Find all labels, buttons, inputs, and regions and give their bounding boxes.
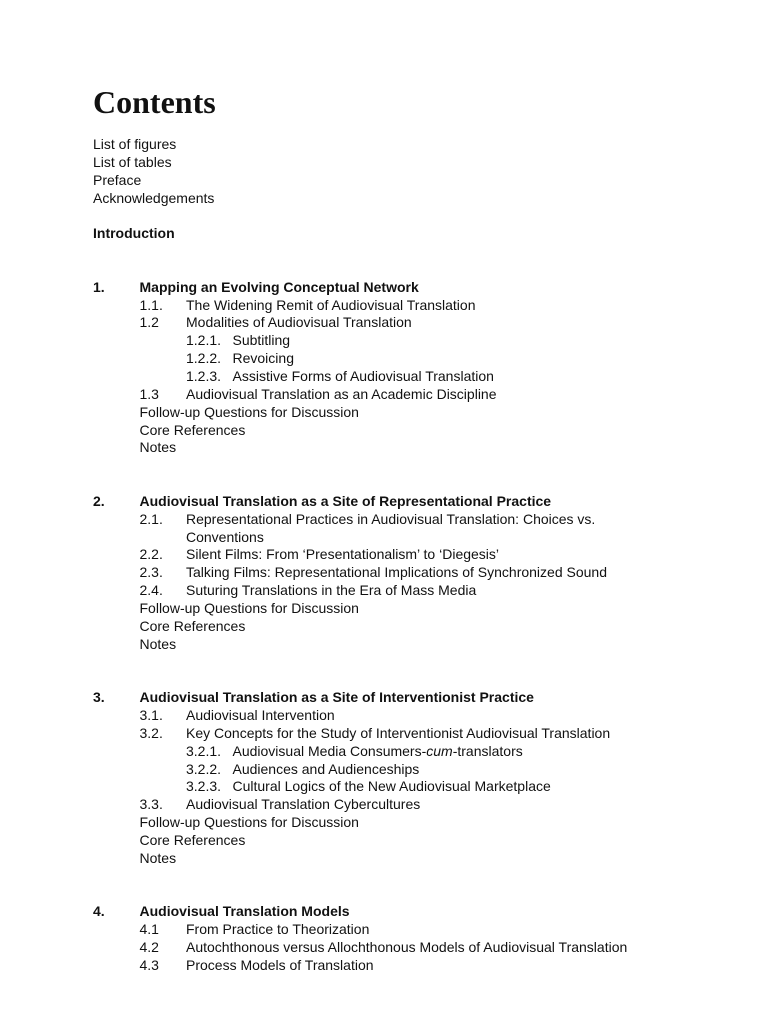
section-title-continued: Conventions	[186, 528, 264, 545]
section-number: 4.1	[139, 921, 159, 938]
section-entry	[93, 564, 693, 582]
subsection-entry	[93, 743, 693, 761]
section-entry	[93, 314, 693, 332]
chapter-number: 4.	[93, 903, 105, 920]
section-title: Process Models of Translation	[186, 956, 374, 973]
subsection-number: 3.2.2.	[186, 760, 222, 777]
subsection-number: 3.2.1.	[186, 742, 222, 759]
chapter-number: 2.	[93, 492, 105, 509]
section-number: 3.1.	[139, 707, 163, 723]
section-number: 1.1.	[139, 296, 163, 313]
title-part: Audiovisual Media Consumers-	[232, 742, 427, 759]
subsection-number: 1.2.2.	[186, 350, 222, 367]
end-matter-item: Core References	[139, 831, 246, 848]
chapter-title: Audiovisual Translation as a Site of Representational Practice	[139, 492, 552, 509]
subsection-title: Subtitling	[232, 332, 291, 349]
section-number: 2.3.	[139, 564, 163, 581]
section-title: From Practice to Theorization	[186, 921, 370, 938]
subsection-entry	[93, 778, 693, 796]
end-matter-item: Core References	[139, 617, 246, 634]
chapter-heading	[93, 903, 693, 921]
section-entry	[93, 796, 693, 814]
end-matter-item: Core References	[139, 421, 246, 438]
chapter-number: 3.	[93, 689, 105, 706]
section-title: Silent Films: From ‘Presentationalism’ to ‘Diegesis’	[186, 546, 500, 563]
subsection-number: 1.2.1.	[186, 332, 222, 349]
section-entry	[93, 707, 693, 725]
front-matter-item: Acknowledgements	[93, 189, 215, 206]
subsection-title: Audiences and Audienceships	[232, 760, 420, 777]
section-entry	[93, 725, 693, 743]
section-number: 2.2.	[139, 546, 163, 563]
front-matter	[93, 136, 693, 207]
chapter-block	[93, 689, 693, 867]
emphasized-term: cum	[426, 742, 453, 759]
end-matter-item: Notes	[139, 635, 177, 652]
section-title: Modalities of Audiovisual Translation	[186, 314, 412, 331]
section-title: Representational Practices in Audiovisual Translation: Choices vs.	[186, 510, 596, 527]
section-entry	[93, 957, 693, 975]
subsection-title: Assistive Forms of Audiovisual Translation	[232, 367, 494, 384]
end-matter-item: Notes	[139, 849, 177, 866]
table-of-contents	[93, 136, 693, 975]
front-matter-item: List of figures	[93, 136, 177, 152]
end-matter-item: Notes	[139, 439, 177, 456]
section-entry	[93, 582, 693, 600]
section-entry	[93, 511, 693, 529]
subsection-entry	[93, 332, 693, 350]
section-title: Audiovisual Intervention	[186, 707, 335, 723]
chapter-block	[93, 903, 693, 974]
end-matter-item: Follow-up Questions for Discussion	[139, 403, 359, 420]
section-number: 3.3.	[139, 796, 163, 813]
chapter-title: Audiovisual Translation Models	[139, 903, 350, 920]
subsection-entry	[93, 350, 693, 368]
section-number: 1.2	[139, 314, 159, 331]
front-matter-item: Preface	[93, 171, 142, 188]
title-part: -translators	[452, 742, 523, 759]
subsection-title	[233, 743, 523, 759]
subsection-title: Cultural Logics of the New Audiovisual Marketplace	[232, 778, 551, 795]
chapter-heading	[93, 689, 693, 707]
front-matter-item: List of tables	[93, 153, 172, 170]
chapter-block	[93, 279, 693, 457]
section-number: 4.2	[139, 938, 159, 955]
section-title: Audiovisual Translation Cybercultures	[186, 796, 421, 813]
section-entry	[93, 386, 693, 404]
subsection-entry	[93, 368, 693, 386]
section-title: Talking Films: Representational Implications of Synchronized Sound	[186, 564, 607, 581]
chapter-block	[93, 493, 693, 654]
chapter-title: Mapping an Evolving Conceptual Network	[139, 278, 419, 295]
subsection-title: Revoicing	[232, 350, 294, 367]
section-entry	[93, 546, 693, 564]
section-number: 2.4.	[139, 582, 163, 599]
chapter-heading	[93, 493, 693, 511]
introduction-entry: Introduction	[93, 225, 175, 242]
section-entry	[93, 297, 693, 315]
section-title: The Widening Remit of Audiovisual Translation	[186, 296, 476, 313]
section-title: Suturing Translations in the Era of Mass Media	[186, 582, 477, 599]
section-number: 3.2.	[139, 724, 163, 741]
end-matter-item: Follow-up Questions for Discussion	[139, 814, 359, 831]
chapter-heading	[93, 279, 693, 297]
contents-heading: Contents	[93, 84, 216, 120]
end-matter-item: Follow-up Questions for Discussion	[139, 599, 359, 616]
subsection-number: 1.2.3.	[186, 367, 222, 384]
chapter-title: Audiovisual Translation as a Site of Interventionist Practice	[139, 689, 534, 706]
section-title: Audiovisual Translation as an Academic Discipline	[186, 385, 497, 402]
section-number: 4.3	[139, 956, 159, 973]
chapter-number: 1.	[93, 278, 105, 295]
section-number: 2.1.	[139, 510, 163, 527]
subsection-entry	[93, 761, 693, 779]
section-entry	[93, 921, 693, 939]
section-entry	[93, 939, 693, 957]
section-title: Key Concepts for the Study of Interventionist Audiovisual Translation	[186, 724, 611, 741]
section-number: 1.3	[139, 385, 159, 402]
subsection-number: 3.2.3.	[186, 778, 222, 795]
section-title: Autochthonous versus Allochthonous Models of Audiovisual Translation	[186, 938, 628, 955]
